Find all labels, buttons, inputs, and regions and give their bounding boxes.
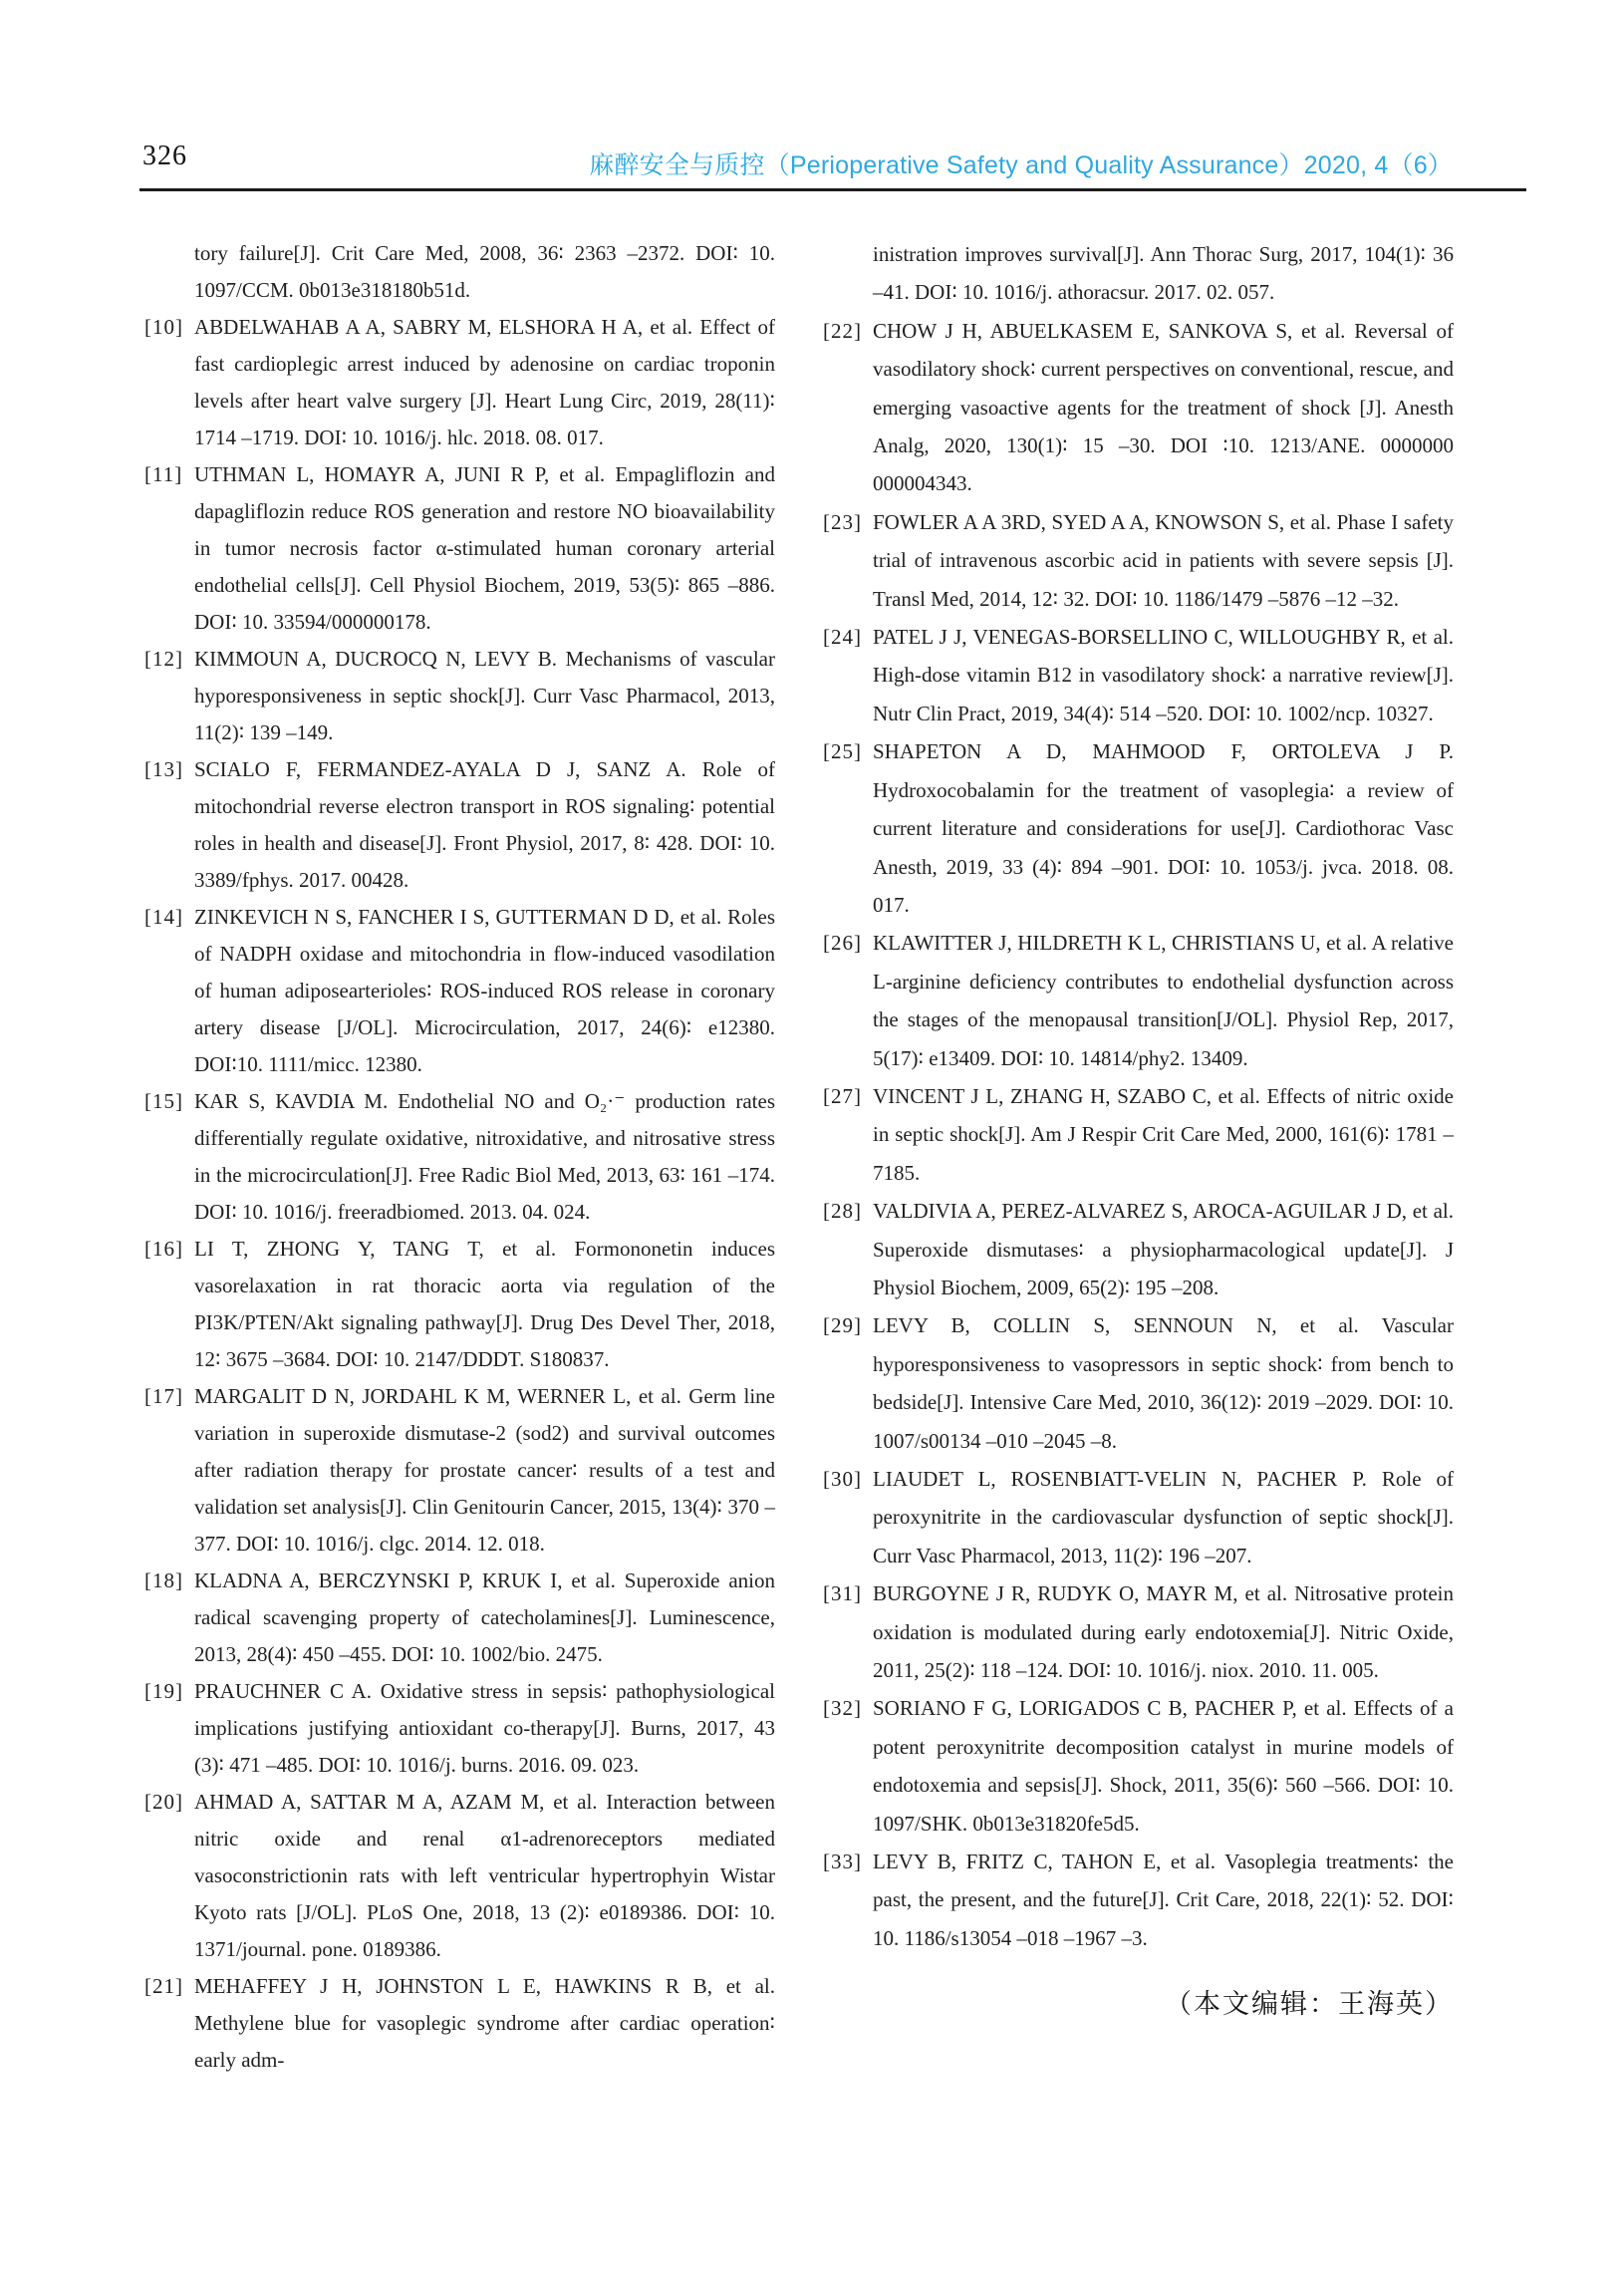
reference-entry xyxy=(823,732,1454,924)
reference-entry xyxy=(144,1563,775,1673)
reference-text: AHMAD A, SATTAR M A, AZAM M, et al. Interaction between nitric oxide and renal α1-adrenoreceptors mediated vasoconstrictionin rats with left ventricular hypertrophyin Wistar Kyoto rats [J/OL]. PLoS One, 2018, 13 (2)∶ e0189386. DOI∶ 10. 1371/journal. pone. 0189386. xyxy=(194,1790,775,1961)
reference-label: [32] xyxy=(823,1696,862,1721)
reference-text: LEVY B, COLLIN S, SENNOUN N, et al. Vascular hyporesponsiveness to vasopressors in septic shock∶ from bench to bedside[J]. Intensive Care Med, 2010, 36(12)∶ 2019 –2029. DOI∶ 10. 1007/s00134 –010 –2045 –8. xyxy=(873,1313,1454,1453)
reference-label: [27] xyxy=(823,1083,862,1108)
reference-label: [30] xyxy=(823,1467,862,1491)
reference-text: SCIALO F, FERMANDEZ-AYALA D J, SANZ A. Role of mitochondrial reverse electron transport in ROS signaling∶ potential roles in health and disease[J]. Front Physiol, 2017, 8∶ 428. DOI∶ 10. 3389/fphys. 2017. 00428. xyxy=(194,757,775,892)
reference-entry xyxy=(144,1673,775,1784)
reference-text: SORIANO F G, LORIGADOS C B, PACHER P, et al. Effects of a potent peroxynitrite decomposition catalyst in murine models of endotoxemia and sepsis[J]. Shock, 2011, 35(6)∶ 560 –566. DOI∶ 10. 1097/SHK. 0b013e31820fe5d5. xyxy=(873,1696,1454,1836)
reference-entry xyxy=(144,456,775,641)
reference-text: SHAPETON A D, MAHMOOD F, ORTOLEVA J P. Hydroxocobalamin for the treatment of vasoplegia∶ a review of current literature and considerations for use[J]. Cardiothorac Vasc Anesth, 2019, 33 (4)∶ 894 –901. DOI∶ 10. 1053/j. jvca. 2018. 08. 017. xyxy=(873,739,1454,917)
reference-entry xyxy=(144,309,775,456)
reference-label: [26] xyxy=(823,931,862,956)
reference-text: FOWLER A A 3RD, SYED A A, KNOWSON S, et al. Phase I safety trial of intravenous ascorbic acid in patients with severe sepsis [J]. Transl Med, 2014, 12∶ 32. DOI∶ 10. 1186/1479 –5876 –12 –32. xyxy=(873,509,1454,611)
reference-entry xyxy=(144,1231,775,1378)
reference-text: KLADNA A, BERCZYNSKI P, KRUK I, et al. Superoxide anion radical scavenging property of catecholamines[J]. Luminescence, 2013, 28(4)∶ 450 –455. DOI∶ 10. 1002/bio. 2475. xyxy=(194,1568,775,1666)
reference-entry xyxy=(144,1083,775,1231)
reference-text: MEHAFFEY J H, JOHNSTON L E, HAWKINS R B, et al. Methylene blue for vasoplegic syndrome after cardiac operation∶ early adm- xyxy=(194,1974,775,2072)
reference-label: [33] xyxy=(823,1850,862,1874)
reference-label: [23] xyxy=(823,509,862,534)
reference-label: [25] xyxy=(823,739,862,764)
reference-entry xyxy=(144,1968,775,2079)
reference-label: [15] xyxy=(144,1089,183,1113)
reference-entry xyxy=(823,1306,1454,1460)
reference-label: [16] xyxy=(144,1237,183,1261)
reference-text: KIMMOUN A, DUCROCQ N, LEVY B. Mechanisms of vascular hyporesponsiveness in septic shock[J]. Curr Vasc Pharmacol, 2013, 11(2)∶ 139 –149. xyxy=(194,647,775,744)
reference-text: PRAUCHNER C A. Oxidative stress in sepsis∶ pathophysiological implications justifying antioxidant co-therapy[J]. Burns, 2017, 43 (3)∶ 471 –485. DOI∶ 10. 1016/j. burns. 2016. 09. 023. xyxy=(194,1679,775,1777)
reference-label: [24] xyxy=(823,625,862,650)
reference-entry xyxy=(823,618,1454,732)
reference-label: [21] xyxy=(144,1974,183,1998)
reference-text: VINCENT J L, ZHANG H, SZABO C, et al. Effects of nitric oxide in septic shock[J]. Am J Respir Crit Care Med, 2000, 161(6)∶ 1781 –7185. xyxy=(873,1083,1454,1185)
reference-label: [12] xyxy=(144,647,183,671)
reference-label: [28] xyxy=(823,1199,862,1224)
reference-text: UTHMAN L, HOMAYR A, JUNI R P, et al. Empagliflozin and dapagliflozin reduce ROS generation and restore NO bioavailability in tumor necrosis factor α-stimulated human coronary arterial endothelial cells[J]. Cell Physiol Biochem, 2019, 53(5)∶ 865 –886. DOI∶ 10. 33594/000000178. xyxy=(194,462,775,634)
reference-entry xyxy=(823,1460,1454,1574)
header-rule xyxy=(139,188,1526,191)
reference-text: tory failure[J]. Crit Care Med, 2008, 36∶ 2363 –2372. DOI∶ 10. 1097/CCM. 0b013e318180b51d. xyxy=(194,241,775,302)
reference-entry xyxy=(823,1574,1454,1689)
reference-entry xyxy=(823,312,1454,503)
reference-text: ZINKEVICH N S, FANCHER I S, GUTTERMAN D D, et al. Roles of NADPH oxidase and mitochondria in flow-induced vasodilation of human adiposearterioles∶ ROS-induced ROS release in coronary artery disease [J/OL]. Microcirculation, 2017, 24(6)∶ e12380. DOI∶10. 1111/micc. 12380. xyxy=(194,905,775,1076)
reference-text: CHOW J H, ABUELKASEM E, SANKOVA S, et al. Reversal of vasodilatory shock∶ current perspectives on conventional, rescue, and emerging vasoactive agents for the treatment of shock [J]. Anesth Analg, 2020, 130(1)∶ 15 –30. DOI ∶10. 1213/ANE. 0000000 000004343. xyxy=(873,318,1454,496)
reference-label: [17] xyxy=(144,1384,183,1408)
reference-entry xyxy=(144,641,775,751)
reference-entry xyxy=(823,1689,1454,1843)
reference-text: KAR S, KAVDIA M. Endothelial NO and O₂·⁻ production rates differentially regulate oxidative, nitroxidative, and nitrosative stress in the microcirculation[J]. Free Radic Biol Med, 2013, 63∶ 161 –174. DOI∶ 10. 1016/j. freeradbiomed. 2013. 04. 024. xyxy=(194,1089,775,1224)
reference-label: [11] xyxy=(144,462,183,486)
reference-entry xyxy=(823,1843,1454,1957)
references-column-right xyxy=(823,235,1454,2024)
reference-text: LI T, ZHONG Y, TANG T, et al. Formononetin induces vasorelaxation in rat thoracic aorta via regulation of the PI3K/PTEN/Akt signaling pathway[J]. Drug Des Devel Ther, 2018, 12∶ 3675 –3684. DOI∶ 10. 2147/DDDT. S180837. xyxy=(194,1237,775,1371)
reference-text: ABDELWAHAB A A, SABRY M, ELSHORA H A, et al. Effect of fast cardioplegic arrest induced by adenosine on cardiac troponin levels after heart valve surgery [J]. Heart Lung Circ, 2019, 28(11)∶ 1714 –1719. DOI∶ 10. 1016/j. hlc. 2018. 08. 017. xyxy=(194,315,775,449)
reference-entry xyxy=(823,1192,1454,1306)
reference-label: [31] xyxy=(823,1581,862,1606)
reference-label: [10] xyxy=(144,315,183,339)
page-number: 326 xyxy=(142,141,187,171)
reference-entry xyxy=(144,899,775,1083)
reference-label: [22] xyxy=(823,318,862,343)
reference-entry xyxy=(823,235,1454,312)
reference-text: LIAUDET L, ROSENBIATT-VELIN N, PACHER P. Role of peroxynitrite in the cardiovascular dysfunction of septic shock[J]. Curr Vasc Pharmacol, 2013, 11(2)∶ 196 –207. xyxy=(873,1467,1454,1568)
reference-entry xyxy=(144,1784,775,1968)
reference-entry xyxy=(144,1378,775,1563)
reference-text: BURGOYNE J R, RUDYK O, MAYR M, et al. Nitrosative protein oxidation is modulated during early endotoxemia[J]. Nitric Oxide, 2011, 25(2)∶ 118 –124. DOI∶ 10. 1016/j. niox. 2010. 11. 005. xyxy=(873,1581,1454,1683)
journal-title: 麻醉安全与质控（Perioperative Safety and Quality Assurance）2020, 4（6） xyxy=(589,151,1453,179)
reference-text: MARGALIT D N, JORDAHL K M, WERNER L, et al. Germ line variation in superoxide dismutase-2 (sod2) and survival outcomes after radiation therapy for prostate cancer∶ results of a test and validation set analysis[J]. Clin Genitourin Cancer, 2015, 13(4)∶ 370 –377. DOI∶ 10. 1016/j. clgc. 2014. 12. 018. xyxy=(194,1384,775,1556)
reference-text: VALDIVIA A, PEREZ-ALVAREZ S, AROCA-AGUILAR J D, et al. Superoxide dismutases∶ a physiopharmacological update[J]. J Physiol Biochem, 2009, 65(2)∶ 195 –208. xyxy=(873,1199,1454,1299)
reference-text: inistration improves survival[J]. Ann Thorac Surg, 2017, 104(1)∶ 36 –41. DOI∶ 10. 1016/j. athoracsur. 2017. 02. 057. xyxy=(873,242,1454,305)
reference-entry xyxy=(144,235,775,309)
reference-entry xyxy=(823,503,1454,618)
reference-entry xyxy=(144,751,775,899)
reference-text: PATEL J J, VENEGAS-BORSELLINO C, WILLOUGHBY R, et al. High-dose vitamin B12 in vasodilatory shock∶ a narrative review[J]. Nutr Clin Pract, 2019, 34(4)∶ 514 –520. DOI∶ 10. 1002/ncp. 10327. xyxy=(873,625,1454,725)
reference-text: KLAWITTER J, HILDRETH K L, CHRISTIANS U, et al. A relative L-arginine deficiency contributes to endothelial dysfunction across the stages of the menopausal transition[J/OL]. Physiol Rep, 2017, 5(17)∶ e13409. DOI∶ 10. 14814/phy2. 13409. xyxy=(873,931,1454,1070)
editor-note: （本文编辑：王海英） xyxy=(1165,1989,1454,2020)
references-column-left xyxy=(144,235,775,2079)
reference-label: [18] xyxy=(144,1568,183,1592)
reference-label: [20] xyxy=(144,1790,183,1814)
reference-label: [14] xyxy=(144,905,183,929)
reference-label: [29] xyxy=(823,1313,862,1338)
reference-label: [13] xyxy=(144,757,183,781)
reference-label: [19] xyxy=(144,1679,183,1703)
reference-text: LEVY B, FRITZ C, TAHON E, et al. Vasoplegia treatments∶ the past, the present, and the future[J]. Crit Care, 2018, 22(1)∶ 52. DOI∶ 10. 1186/s13054 –018 –1967 –3. xyxy=(873,1850,1454,1950)
reference-entry xyxy=(823,1077,1454,1192)
reference-entry xyxy=(823,924,1454,1077)
